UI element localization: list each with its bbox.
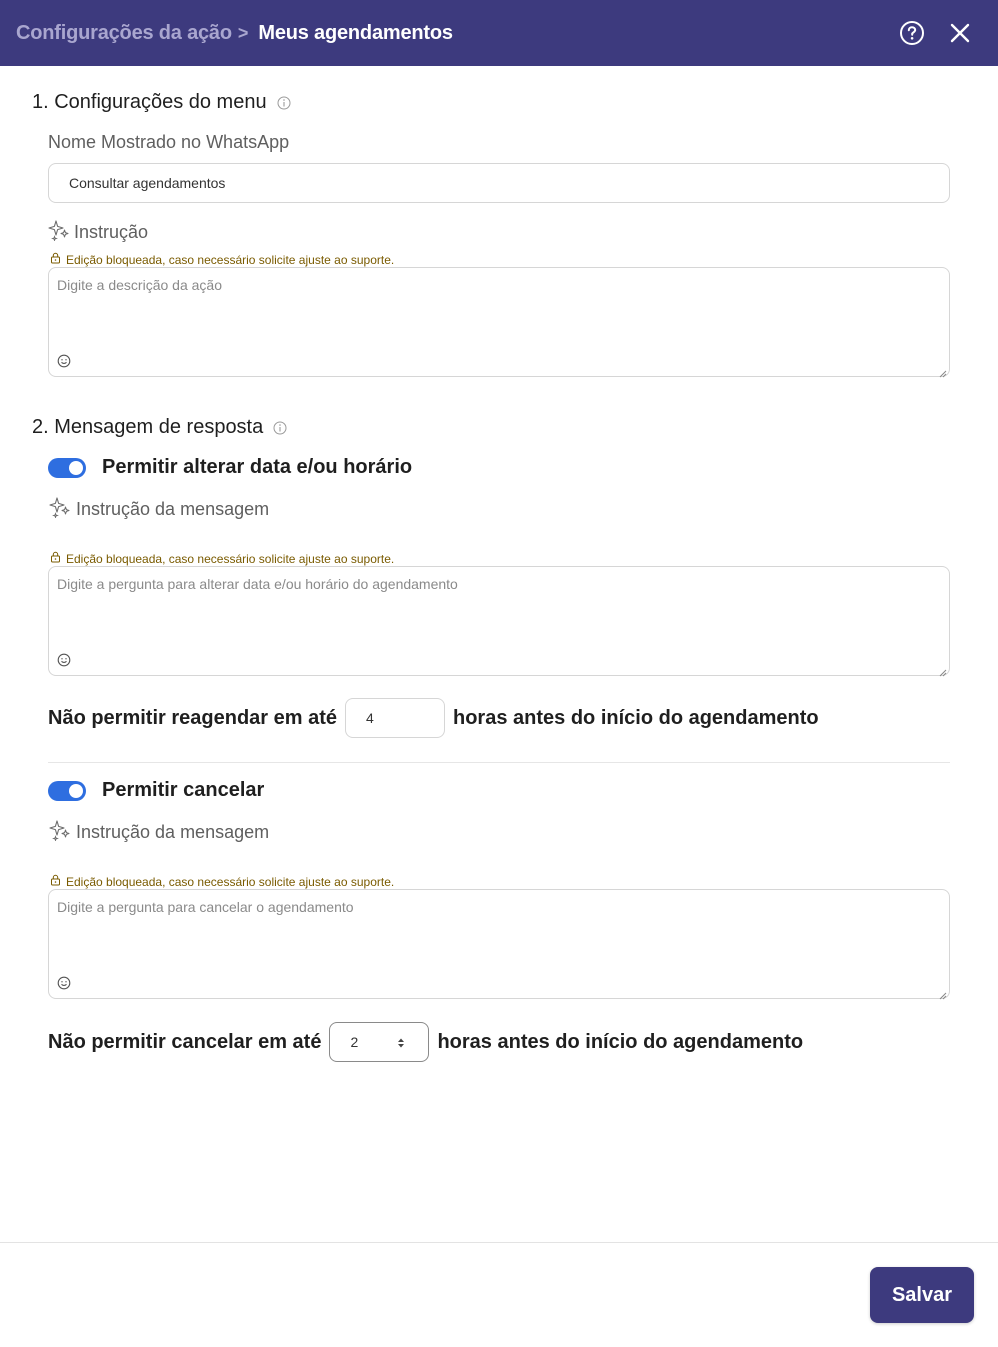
reschedule-toggle[interactable]	[48, 458, 86, 478]
info-icon[interactable]	[277, 96, 291, 110]
cancel-limit-prefix: Não permitir cancelar em até	[48, 1030, 322, 1053]
lock-note-text: Edição bloqueada, caso necessário solicite ajuste ao suporte.	[66, 252, 395, 267]
reschedule-toggle-row	[48, 456, 412, 479]
section-2-title-text: 2. Mensagem de resposta	[32, 416, 264, 438]
smile-icon[interactable]	[57, 653, 71, 667]
cancel-textarea[interactable]	[48, 889, 950, 999]
reschedule-limit-suffix: horas antes do início do agendamento	[453, 706, 819, 729]
stepper-arrows-icon[interactable]	[396, 1036, 406, 1050]
cancel-hours-value: 2	[350, 1034, 359, 1050]
section-1-title-text: 1. Configurações do menu	[32, 91, 267, 113]
cancel-instruction-label	[48, 819, 269, 846]
save-button[interactable]: Salvar	[870, 1267, 974, 1323]
sparkle-icon	[48, 219, 70, 246]
lock-icon	[50, 874, 61, 889]
breadcrumb-separator: >	[237, 22, 249, 43]
close-icon[interactable]	[946, 19, 974, 47]
lock-icon	[50, 252, 61, 267]
cancel-toggle-label: Permitir cancelar	[102, 779, 265, 801]
cancel-limit-row	[48, 1022, 803, 1062]
divider	[48, 762, 950, 763]
reschedule-instruction-label-text: Instrução da mensagem	[76, 499, 270, 519]
instruction-textarea[interactable]	[48, 267, 950, 377]
reschedule-textarea[interactable]	[48, 566, 950, 676]
lock-note	[50, 551, 394, 566]
smile-icon[interactable]	[57, 354, 71, 368]
whatsapp-name-input[interactable]: Consultar agendamentos	[48, 163, 950, 203]
toggle-knob	[69, 784, 83, 798]
lock-note-text: Edição bloqueada, caso necessário solicite ajuste ao suporte.	[66, 551, 395, 566]
smile-icon[interactable]	[57, 976, 71, 990]
instruction-label-text: Instrução	[74, 222, 149, 242]
modal-header	[0, 0, 998, 66]
resize-handle-icon[interactable]	[938, 664, 947, 673]
reschedule-hours-input[interactable]: 4	[345, 698, 445, 738]
whatsapp-name-label: Nome Mostrado no WhatsApp	[48, 132, 290, 152]
page-title: Meus agendamentos	[258, 21, 453, 44]
footer-divider	[0, 1242, 998, 1243]
cancel-limit-suffix: horas antes do início do agendamento	[437, 1030, 804, 1053]
breadcrumb-parent[interactable]: Configurações da ação	[16, 21, 232, 44]
resize-handle-icon[interactable]	[938, 987, 947, 996]
sparkle-icon	[48, 496, 72, 523]
lock-icon	[50, 551, 61, 566]
cancel-instruction-label-text: Instrução da mensagem	[76, 822, 270, 842]
cancel-toggle-row	[48, 779, 264, 802]
info-icon[interactable]	[273, 421, 287, 435]
reschedule-limit-prefix: Não permitir reagendar em até	[48, 706, 337, 729]
toggle-knob	[69, 461, 83, 475]
cancel-hours-input[interactable]	[329, 1022, 429, 1062]
reschedule-toggle-label: Permitir alterar data e/ou horário	[102, 456, 413, 478]
reschedule-placeholder: Digite a pergunta para alterar data e/ou horário do agendamento	[57, 576, 458, 592]
reschedule-limit-row	[48, 698, 819, 738]
resize-handle-icon[interactable]	[938, 365, 947, 374]
lock-note	[50, 874, 394, 889]
question-circle-icon[interactable]	[898, 19, 926, 47]
header-actions	[898, 19, 974, 47]
cancel-toggle[interactable]	[48, 781, 86, 801]
sparkle-icon	[48, 819, 72, 846]
section-2-title	[32, 416, 287, 439]
cancel-placeholder: Digite a pergunta para cancelar o agendamento	[57, 899, 354, 915]
lock-note-text: Edição bloqueada, caso necessário solicite ajuste ao suporte.	[66, 874, 395, 889]
lock-note	[50, 252, 394, 267]
reschedule-instruction-label	[48, 496, 269, 523]
instruction-label	[48, 219, 148, 246]
section-1-title	[32, 91, 291, 114]
instruction-placeholder: Digite a descrição da ação	[57, 277, 222, 293]
